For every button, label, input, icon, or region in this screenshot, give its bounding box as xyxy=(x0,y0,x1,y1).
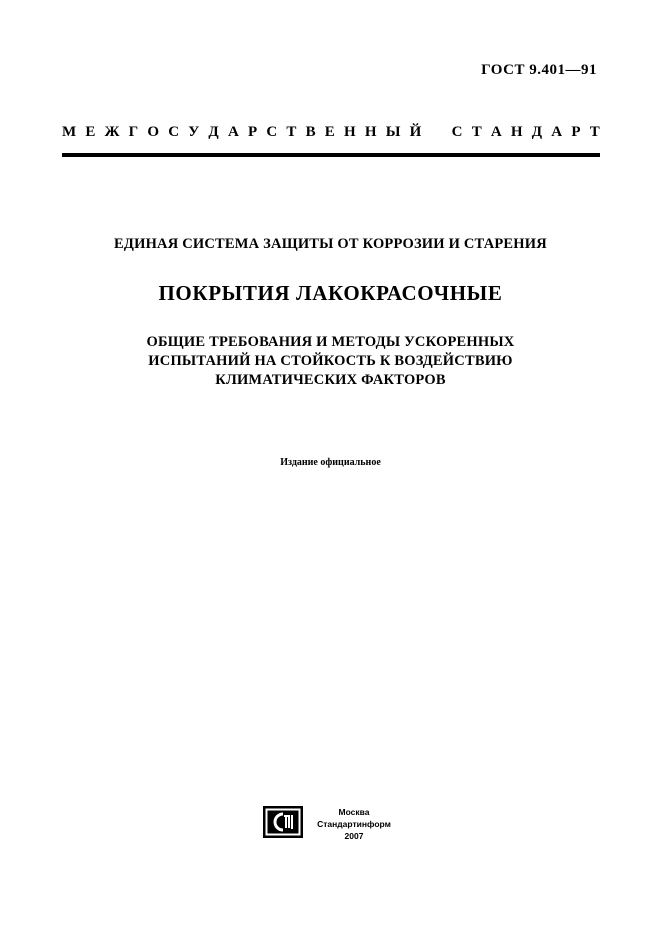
letter: Н xyxy=(364,124,377,140)
letter: Н xyxy=(343,124,356,140)
imprint-city: Москва xyxy=(338,807,370,817)
standard-type-heading xyxy=(62,124,600,141)
standartinform-logo-icon xyxy=(263,806,303,838)
letter: Е xyxy=(324,124,335,140)
letter: Т xyxy=(589,124,600,140)
letter: Й xyxy=(409,124,422,140)
subtitle-line: ОБЩИЕ ТРЕБОВАНИЯ И МЕТОДЫ УСКОРЕННЫХ xyxy=(146,334,515,350)
letter: Е xyxy=(85,124,96,140)
letter: А xyxy=(227,124,239,140)
document-code: ГОСТ 9.401—91 xyxy=(481,62,597,78)
imprint xyxy=(308,806,400,842)
main-title: ПОКРЫТИЯ ЛАКОКРАСОЧНЫЕ xyxy=(158,281,503,305)
letter: Ы xyxy=(385,124,401,140)
letter: М xyxy=(62,124,77,140)
word-gap xyxy=(430,124,442,141)
subtitle-line: КЛИМАТИЧЕСКИХ ФАКТОРОВ xyxy=(215,372,446,388)
letter: А xyxy=(490,124,502,140)
letter: Н xyxy=(510,124,523,140)
letter: Т xyxy=(471,124,482,140)
letter: Р xyxy=(571,124,581,140)
system-title: ЕДИНАЯ СИСТЕМА ЗАЩИТЫ ОТ КОРРОЗИИ И СТАРЕНИЯ xyxy=(114,236,547,252)
imprint-publisher: Стандартинформ xyxy=(317,819,391,829)
letter: Т xyxy=(286,124,297,140)
letter: А xyxy=(551,124,563,140)
letter: С xyxy=(451,124,463,140)
subtitle-line: ИСПЫТАНИЙ НА СТОЙКОСТЬ К ВОЗДЕЙСТВИЮ xyxy=(148,353,513,369)
imprint-year: 2007 xyxy=(344,831,364,841)
edition-note: Издание официальное xyxy=(280,457,381,468)
heading-divider xyxy=(62,153,600,157)
letter: У xyxy=(188,124,200,140)
letter: О xyxy=(147,124,159,140)
letter: Р xyxy=(247,124,258,140)
letter: Ж xyxy=(104,124,120,140)
letter: В xyxy=(305,124,316,140)
letter: Г xyxy=(128,124,139,140)
letter: Д xyxy=(208,124,219,140)
subtitle xyxy=(0,333,661,390)
letter: С xyxy=(266,124,278,140)
letter: Д xyxy=(531,124,543,140)
letter: С xyxy=(168,124,180,140)
